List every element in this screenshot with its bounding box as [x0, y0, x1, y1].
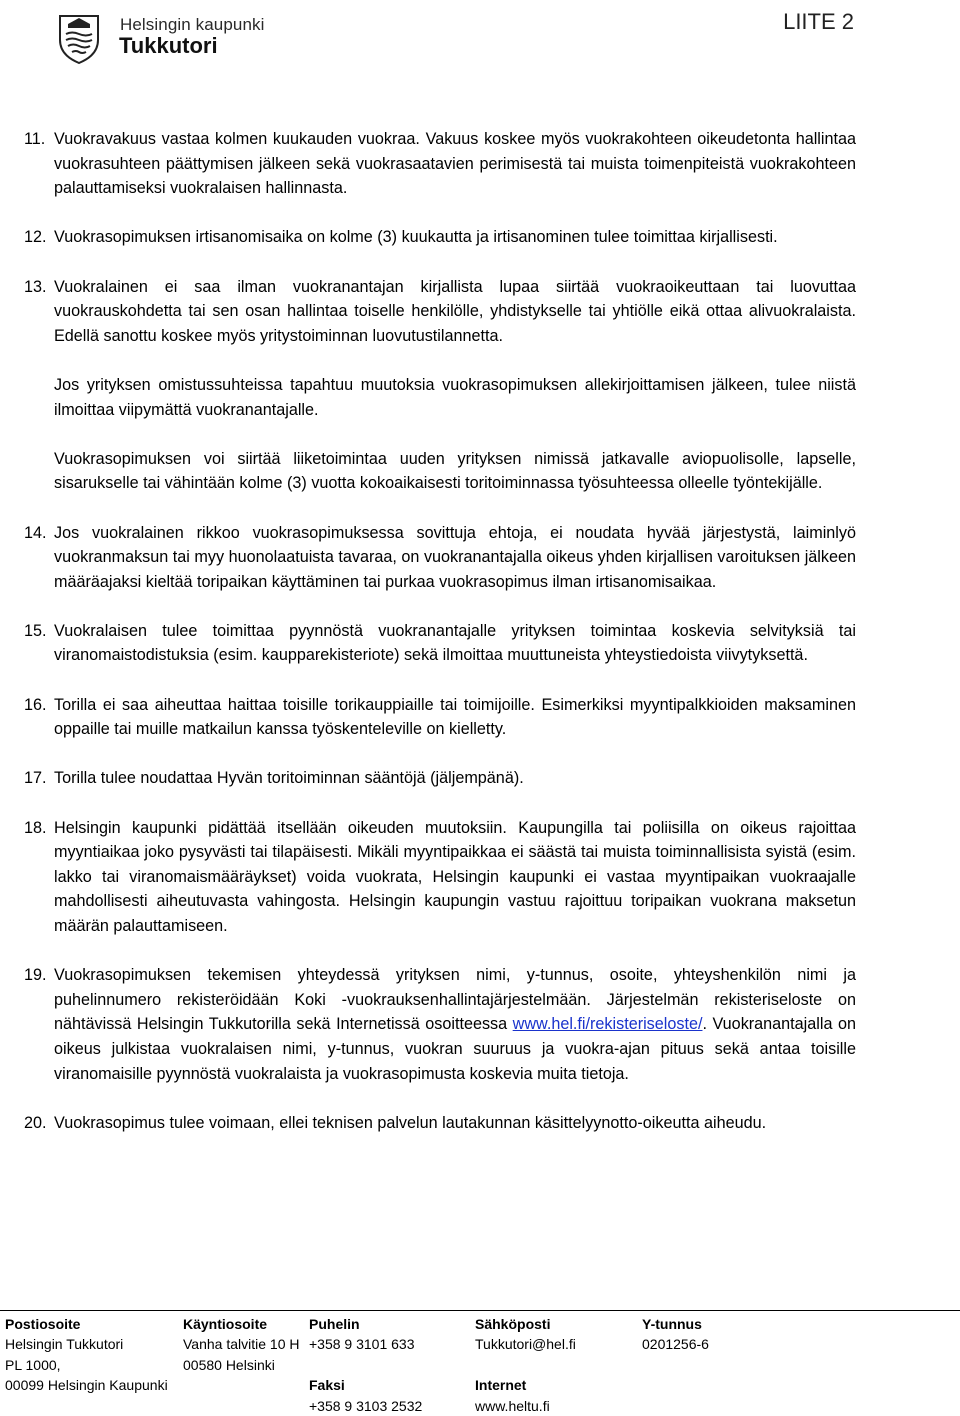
clause-number: 15. [24, 621, 47, 640]
clause-18 [24, 816, 856, 939]
clause-text-end: . Vuokranantajalla on oikeus julkistaa vuokralaisen nimi, y-tunnus, vuokran suuruus ja vuokra-ajan pituus sekä antaa toisille viranomaisille pyynnöstä vuokralaista ja vuokrasopimusta koskevia muita tietoja. [54, 1015, 856, 1083]
register-statement-link[interactable]: www.hel.fi/rekisteriseloste/ [512, 1015, 703, 1034]
clause-text: Vuokralaisen tulee toimittaa pyynnöstä vuokranantajalle yrityksen toimintaa koskevia selvityksiä tai viranomaistodistuksia (esim. kaupparekisteriote) sekä ilmoittaa muuttuneista yhteystiedoista viivytyksettä. [54, 621, 856, 665]
clause-number: 19. [24, 966, 47, 985]
footer-phone [309, 1314, 422, 1416]
footer-business-id [642, 1314, 709, 1355]
footer-value: Tukkutori@hel.fi [475, 1336, 576, 1353]
clause-number: 20. [24, 1113, 47, 1132]
clause-text [54, 963, 856, 1086]
footer-postal-address [5, 1314, 168, 1396]
clause-text-start: Vuokrasopimuksen tekemisen yhteydessä yrityksen nimi, y-tunnus, osoite, yhteyshenkilön nimi ja puhelinnumero rekisteröidään Koki -vuokrauksenhallintajärjestelmään. Järjestelmän rekisteriseloste on nähtävissä Helsingin Tukkutorilla sekä Internetissä osoitteessa [54, 966, 856, 1034]
footer-heading: Faksi [309, 1377, 345, 1394]
clause-11 [24, 127, 856, 201]
clause-number: 13. [24, 277, 47, 296]
clause-number: 17. [24, 769, 47, 788]
clause-number: 18. [24, 818, 47, 837]
footer-value: 00580 Helsinki [183, 1356, 275, 1373]
clause-text: Vuokrasopimus tulee voimaan, ellei teknisen palvelun lautakunnan käsittelyynotto-oikeutta aiheudu. [54, 1113, 767, 1132]
page-footer [0, 1314, 960, 1414]
document-body [24, 127, 856, 1160]
clause-17 [24, 766, 856, 791]
footer-value: +358 9 3103 2532 [309, 1397, 423, 1414]
clause-text: Vuokrasopimuksen voi siirtää liiketoimintaa uuden yrityksen nimissä jatkavalle aviopuolisolle, lapselle, sisarukselle tai vähintään kolme (3) vuotta kokoaikaisesti toritoiminnassa työsuhteessa olleelle työntekijälle. [54, 449, 856, 493]
annex-label: LIITE 2 [783, 9, 854, 34]
clause-text: Torilla tulee noudattaa Hyvän toritoiminnan sääntöjä (jäljempänä). [54, 769, 524, 788]
footer-value: Vanha talvitie 10 H [183, 1336, 300, 1353]
clause-text: Jos vuokralainen rikkoo vuokrasopimuksessa sovittuja ehtoja, ei noudata hyvää järjestystä, laiminlyö vuokranmaksun tai myy huonolaatuista tavaraa, on vuokranantajalla oikeus yhden kirjallisen varoituksen jälkeen määräajaksi kieltää toripaikan käyttäminen tai purkaa vuokrasopimus ilman irtisanomisaikaa. [54, 523, 856, 591]
footer-email [475, 1314, 576, 1416]
org-unit-name: Tukkutori [119, 33, 218, 58]
footer-visiting-address [183, 1314, 299, 1375]
clause-19 [24, 963, 856, 1086]
clause-text: Torilla ei saa aiheuttaa haittaa toisille torikauppiaille tai toimijoille. Esimerkiksi myyntipalkkioiden maksaminen oppaille tai muille matkailun kanssa työskenteleville on kielletty. [54, 695, 856, 739]
clause-12 [24, 225, 856, 250]
footer-heading: Y-tunnus [642, 1316, 702, 1332]
clause-number: 11. [24, 130, 46, 148]
footer-value: www.heltu.fi [475, 1397, 550, 1414]
footer-heading: Sähköposti [475, 1316, 551, 1332]
footer-value: 00099 Helsingin Kaupunki [5, 1377, 168, 1394]
footer-heading: Käyntiosoite [183, 1316, 268, 1332]
clause-14 [24, 521, 856, 595]
clause-15 [24, 619, 856, 668]
helsinki-crest-icon [58, 14, 100, 64]
footer-value: 0201256-6 [642, 1336, 709, 1353]
clause-text: Helsingin kaupunki pidättää itsellään oikeuden muutoksiin. Kaupungilla tai poliisilla on oikeus rajoittaa myyntiaikaa joko pysyvästi tai tilapäisesti. Mikäli myyntipaikkaa ei säästä tai muista toiminnallisista syistä (esim. lakko tai viranomaismääräykset) voida vuokrata, Helsingin kaupunki ei vastaa myyntipaikan vuokraajalle mahdollisesti aiheutuvasta vahingosta. Helsingin kaupungin vastuu rajoittuu toripaikan vuokrana maksetun määrän palauttamiseen. [54, 818, 856, 935]
clause-text: Vuokralainen ei saa ilman vuokranantajan kirjallista lupaa siirtää vuokraoikeuttaan tai luovuttaa vuokrauskohdetta tai sen osan hallintaa toiselle henkilölle, yhdistykselle tai yhtiölle eikä ottaa alivuokralaista. Edellä sanottu koskee myös yritystoiminnan luovutustilannetta. [54, 277, 856, 345]
clause-13 [24, 275, 856, 496]
clause-20 [24, 1111, 856, 1136]
footer-divider [0, 1310, 960, 1311]
clause-number: 16. [24, 695, 47, 714]
page-header [0, 0, 960, 80]
footer-heading: Puhelin [309, 1316, 360, 1332]
clause-text: Jos yrityksen omistussuhteissa tapahtuu muutoksia vuokrasopimuksen allekirjoittamisen jälkeen, tulee niistä ilmoittaa viipymättä vuokranantajalle. [54, 375, 856, 419]
footer-heading: Postiosoite [5, 1316, 81, 1332]
footer-value: PL 1000, [5, 1356, 61, 1373]
clause-number: 12. [24, 228, 47, 247]
clause-number: 14. [24, 523, 47, 542]
footer-value: +358 9 3101 633 [309, 1336, 415, 1353]
footer-heading: Internet [475, 1377, 527, 1394]
clause-text: Vuokrasopimuksen irtisanomisaika on kolme (3) kuukautta ja irtisanominen tulee toimittaa kirjallisesti. [54, 228, 778, 247]
footer-value: Helsingin Tukkutori [5, 1336, 124, 1353]
clause-text: Vuokravakuus vastaa kolmen kuukauden vuokraa. Vakuus koskee myös vuokrakohteen oikeudetonta hallintaa vuokrasuhteen päättymisen jälkeen sekä vuokrasaatavien perimisestä tai muista toimenpiteistä vuokrakohteen palauttamiseksi vuokralaisen hallinnasta. [54, 130, 856, 198]
org-name: Helsingin kaupunki [120, 15, 265, 34]
clause-16 [24, 693, 856, 742]
